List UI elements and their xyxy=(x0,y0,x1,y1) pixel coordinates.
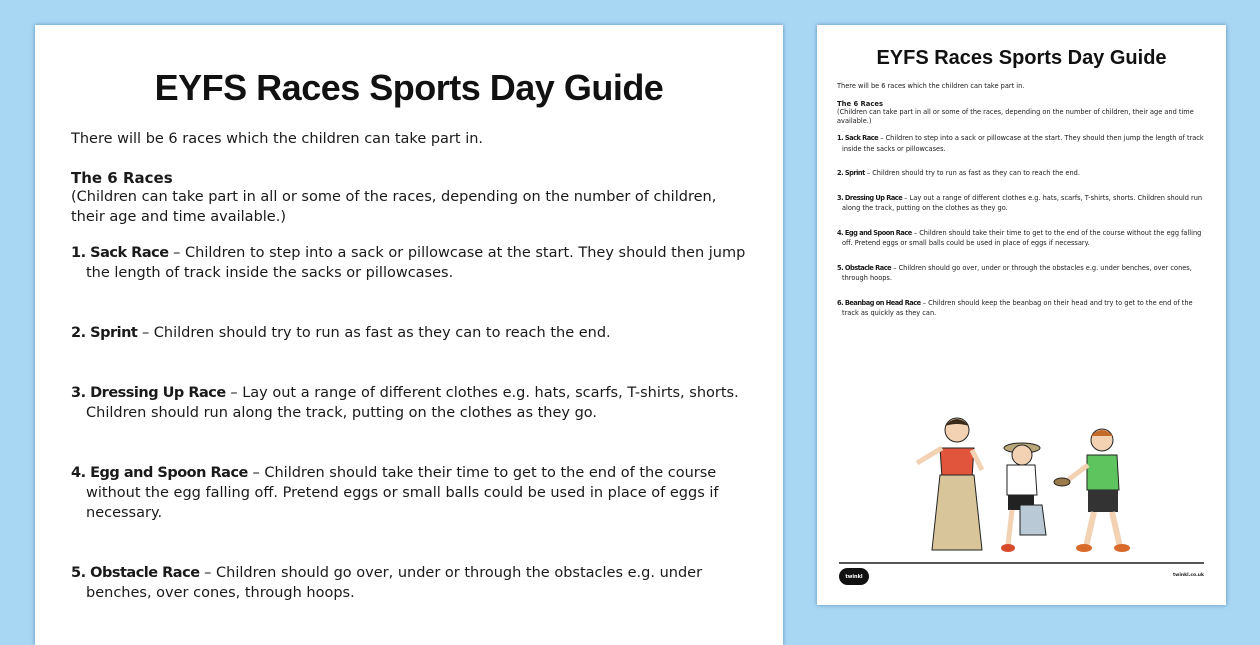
race-item: 6. Beanbag on Head Race – Children should keep the beanbag on their head and try to get to the end of the track as quickly as they can. xyxy=(837,298,1193,317)
race-item: 5. Obstacle Race – Children should go over, under or through the obstacles e.g. under benches, over cones, through hoops. xyxy=(71,565,703,601)
race-item: 1. Sack Race – Children to step into a sack or pillowcase at the start. They should then jump the length of track inside the sacks or pillowcases. xyxy=(71,245,746,281)
race-item: 4. Egg and Spoon Race – Children should take their time to get to the end of the course without the egg falling off. Pretend eggs or small balls could be used in place of eggs if necessary. xyxy=(71,465,719,521)
race-item: 3. Dressing Up Race – Lay out a range of different clothes e.g. hats, scarfs, T-shirts, shorts. Children should run along the track, putting on the clothes as they go. xyxy=(837,193,1203,212)
footer-url: twinkl.co.uk xyxy=(1173,573,1204,578)
intro-text: There will be 6 races which the children can take part in. xyxy=(837,82,1025,90)
race-item: 2. Sprint – Children should try to run as fast as they can to reach the end. xyxy=(71,325,611,341)
races-note: (Children can take part in all or some of the races, depending on the number of children, their age and time available.) xyxy=(71,189,717,225)
document-page-thumbnail xyxy=(817,25,1226,605)
race-item: 4. Egg and Spoon Race – Children should take their time to get to the end of the course without the egg falling off. Pretend eggs or small balls could be used in place of eggs if necessary. xyxy=(837,228,1202,247)
intro-text: There will be 6 races which the children can take part in. xyxy=(71,131,484,147)
document-page-large xyxy=(35,25,783,645)
race-item: 1. Sack Race – Children to step into a sack or pillowcase at the start. They should then jump the length of track inside the sacks or pillowcases. xyxy=(837,134,1204,153)
races-note: (Children can take part in all or some of the races, depending on the number of children, their age and time available.) xyxy=(837,108,1194,125)
race-item: 5. Obstacle Race – Children should go over, under or through the obstacles e.g. under benches, over cones, through hoops. xyxy=(837,263,1192,282)
race-item: 2. Sprint – Children should try to run as fast as they can to reach the end. xyxy=(837,169,1080,177)
footer-divider xyxy=(839,562,1204,564)
twinkl-logo: twinkl xyxy=(839,568,869,585)
races-heading: The 6 Races xyxy=(837,100,884,108)
page-title: EYFS Races Sports Day Guide xyxy=(154,67,664,108)
children-racing-illustration xyxy=(902,410,1142,560)
races-heading: The 6 Races xyxy=(71,169,173,187)
race-item: 3. Dressing Up Race – Lay out a range of different clothes e.g. hats, scarfs, T-shirts, shorts. Children should run along the track, putting on the clothes as they go. xyxy=(71,385,739,421)
page-title: EYFS Races Sports Day Guide xyxy=(876,47,1167,69)
